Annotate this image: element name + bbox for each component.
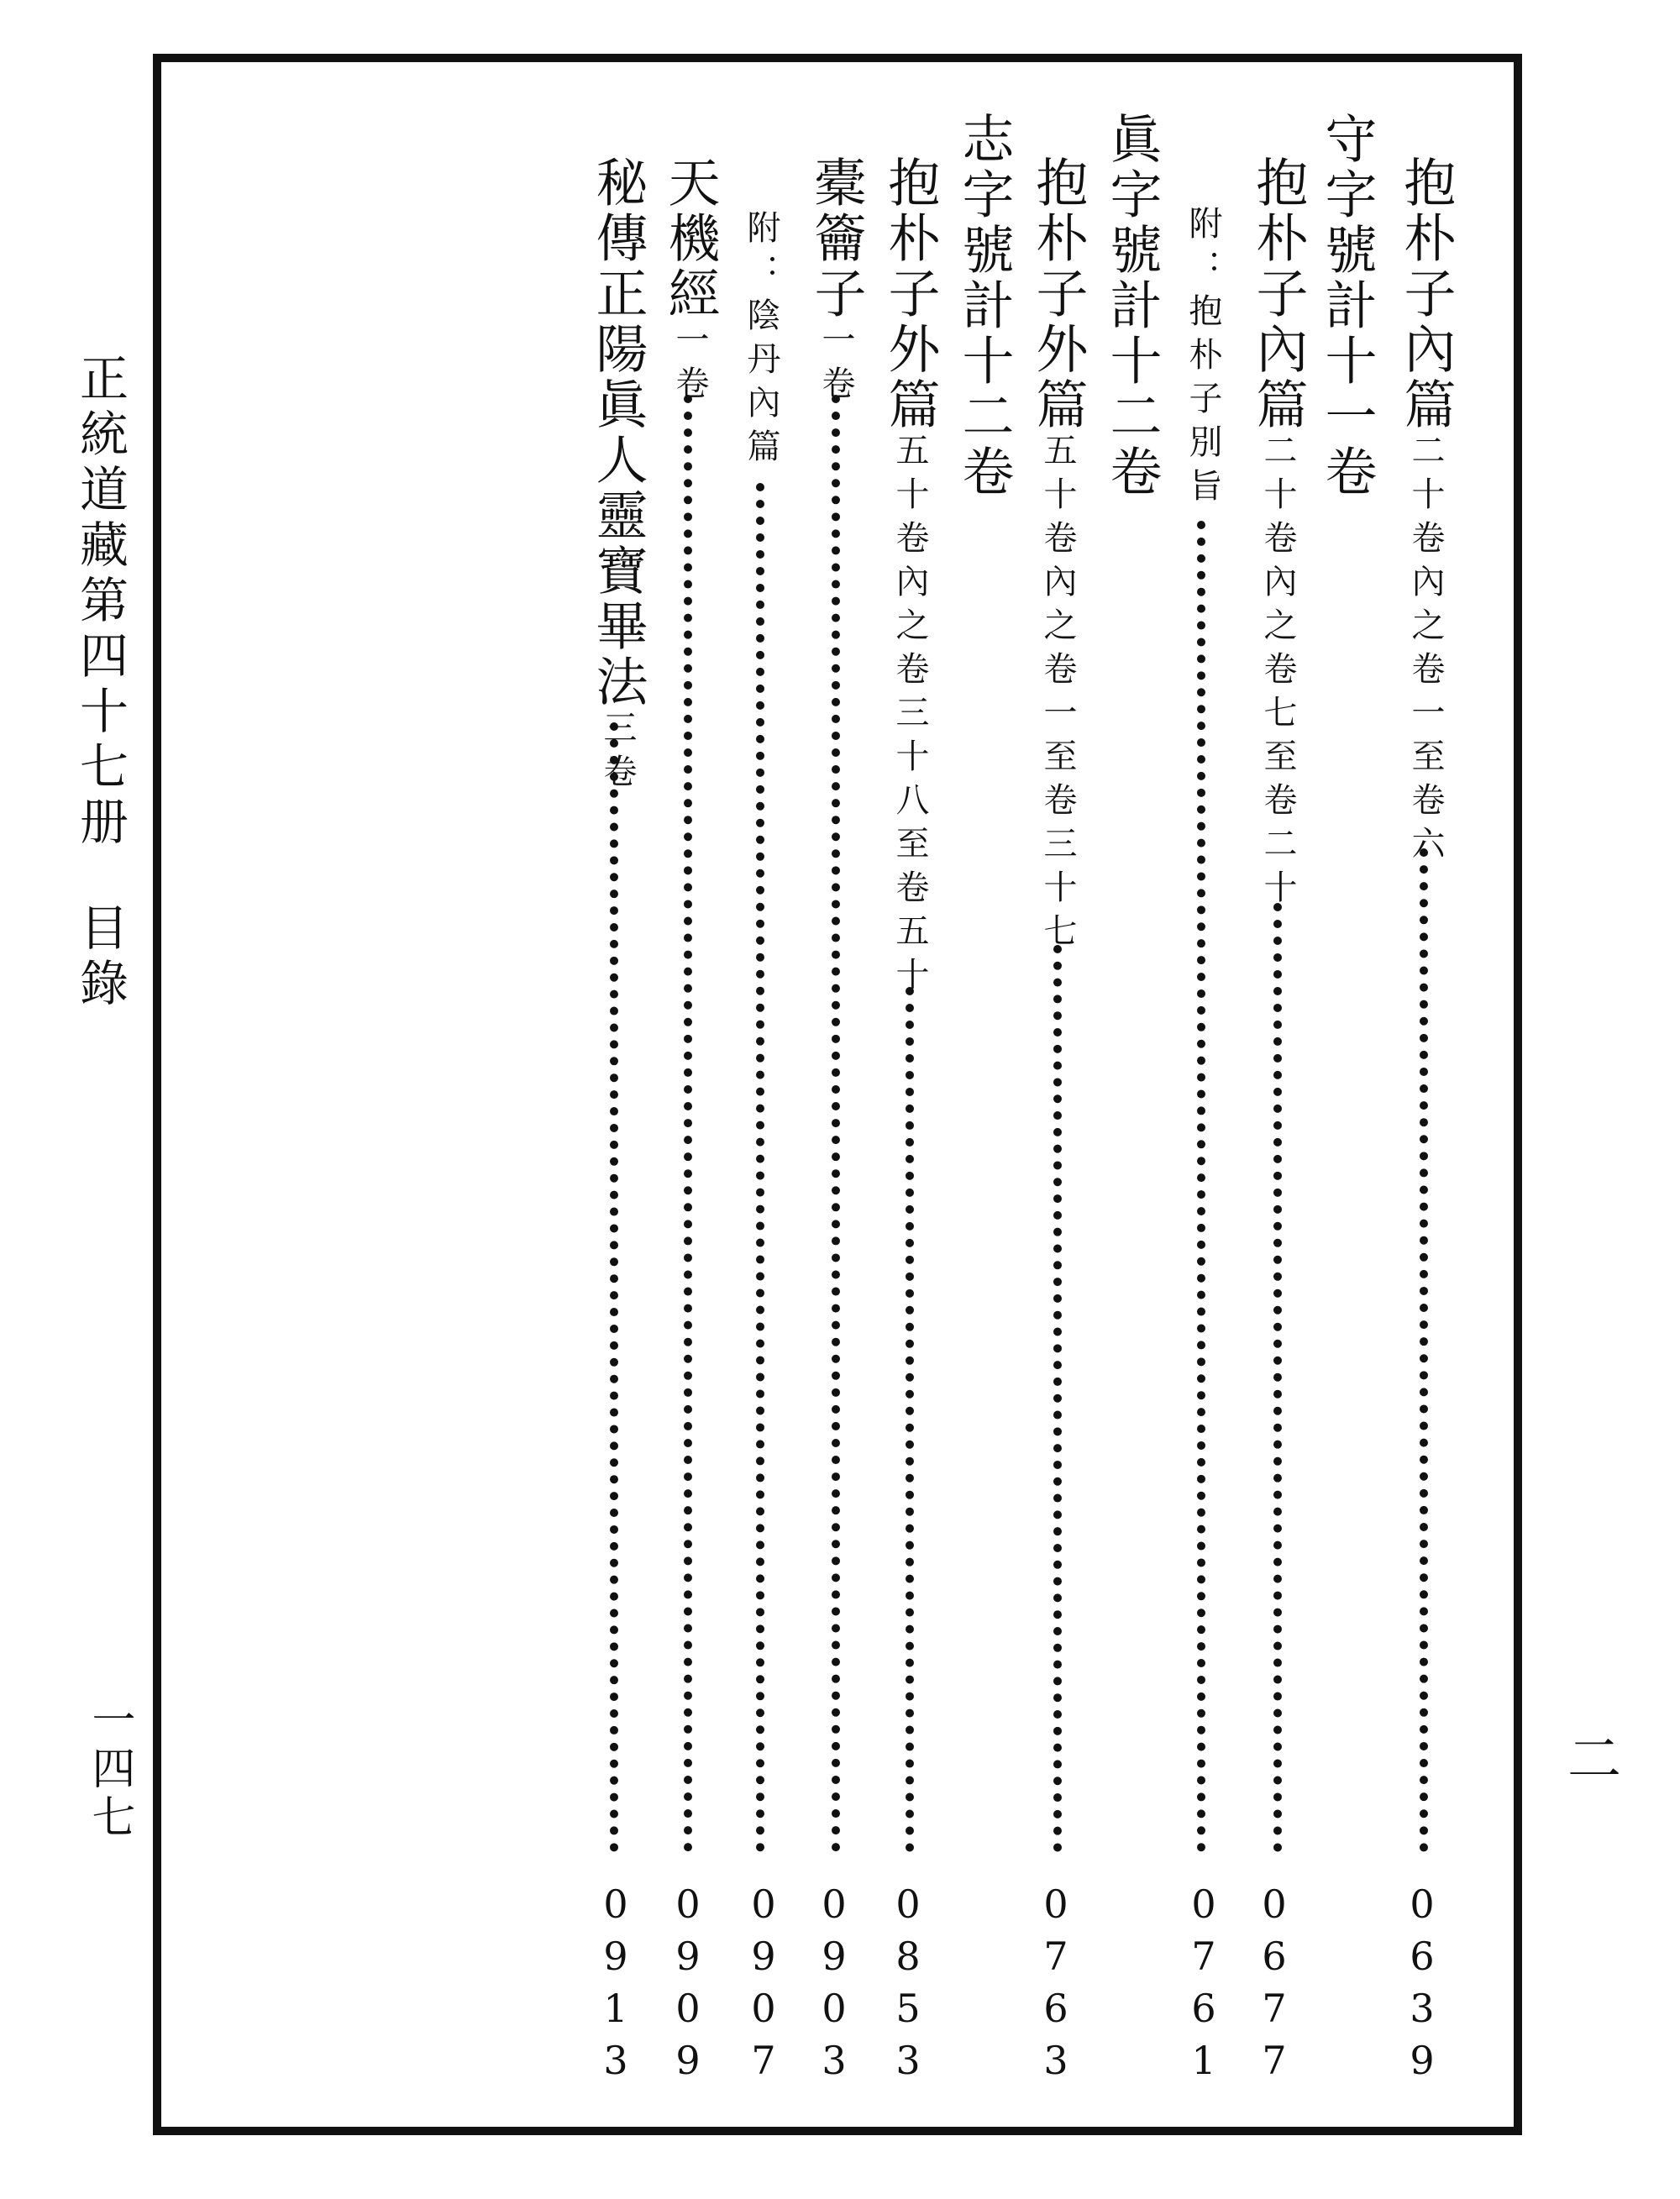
entry-note: 一卷 xyxy=(816,322,855,409)
entry-note: 二十卷內之卷七至卷二十 xyxy=(1258,433,1297,913)
entry-prefix: 附： xyxy=(1184,206,1222,293)
entry-note: 五十卷內之卷三十八至卷五十 xyxy=(890,433,929,1000)
dot-leader xyxy=(832,395,840,1852)
entry-prefix: 附： xyxy=(742,210,780,297)
dot-leader xyxy=(1420,848,1428,1852)
entry-title: 秘傳正陽眞人靈寶畢法 xyxy=(587,155,648,710)
section-heading: 志字號計十二卷 xyxy=(953,112,1015,500)
entry-note: 一卷 xyxy=(670,322,709,409)
entry-note: 五十卷內之卷一至卷三十七 xyxy=(1038,433,1077,957)
dot-leader xyxy=(756,483,764,1852)
dot-leader xyxy=(1197,521,1205,1852)
section-title: 目錄 xyxy=(71,902,129,1013)
section-heading: 眞字號計十二卷 xyxy=(1101,112,1163,500)
volume-title-text: 正統道藏第四十七册 xyxy=(71,353,129,852)
entry-title: 抱朴子內篇 xyxy=(1247,155,1309,433)
dot-leader xyxy=(1273,903,1282,1852)
entry-title: 抱朴子內篇 xyxy=(1395,155,1457,433)
page-number: 一四七 xyxy=(84,1697,134,1843)
entry-page: 0763 xyxy=(1033,1881,1079,2090)
entry-page: 0853 xyxy=(885,1881,931,2090)
volume-title xyxy=(71,353,129,1013)
dot-leader xyxy=(684,395,692,1852)
entry-title: 抱朴子外篇 xyxy=(1027,155,1089,433)
entry-title: 抱朴子外篇 xyxy=(879,155,941,433)
entry-page: 0909 xyxy=(665,1881,711,2090)
entry-page: 0761 xyxy=(1181,1881,1226,2090)
entry-page: 0677 xyxy=(1252,1881,1297,2090)
dot-leader xyxy=(610,722,618,1852)
entry-title: 天機經 xyxy=(659,155,721,322)
dot-leader xyxy=(906,987,914,1852)
entry-title: 橐籥子 xyxy=(806,155,867,322)
section-heading: 守字號計十一卷 xyxy=(1316,112,1378,500)
entry-page: 0907 xyxy=(741,1881,786,2090)
entry-note: 陰丹內篇 xyxy=(742,297,780,472)
entry-page: 0903 xyxy=(811,1881,857,2090)
entry-note: 三卷 xyxy=(598,710,637,797)
dot-leader xyxy=(1053,945,1062,1852)
entry-page: 0639 xyxy=(1399,1881,1445,2090)
entry-page: 0913 xyxy=(593,1881,638,2090)
entry-note: 抱朴子別旨 xyxy=(1184,293,1222,512)
entry-note: 二十卷內之卷一至卷六 xyxy=(1406,433,1445,869)
right-margin-mark: 二 xyxy=(1558,1730,1620,1784)
